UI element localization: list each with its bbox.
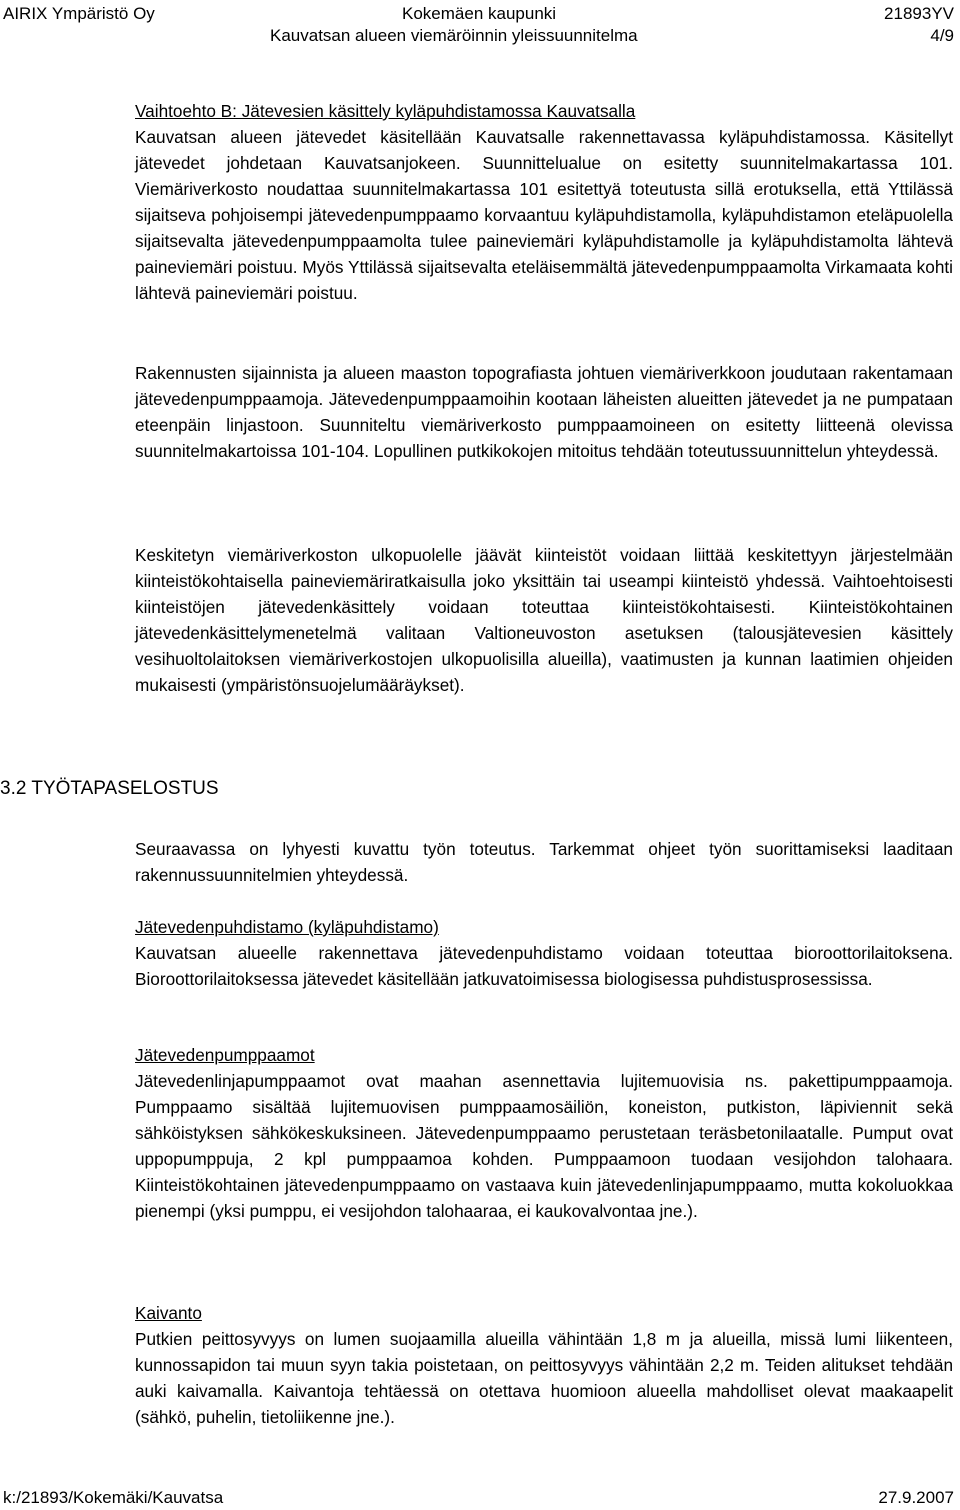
subsection-text: Jätevedenlinjapumppaamot ovat maahan asennettavia lujitemuovisia ns. pakettipumppaamoja. Pumppaamo sisältää lujitemuovisen pumppaamosäiliön, koneiston, putkiston, läpiviennit sekä sähköistyksen sähkökeskuksineen. Jätevedenpumppaamo perustetaan teräsbetonilaatalle. Pumput ovat uppopumppuja, 2 kpl pumppaamoa kohden. Pumppaamoon tuodaan vesijohdon talohaara. Kiinteistökohtainen jätevedenpumppaamo on vastaava kuin jätevedenlinjapumppaamo, mutta kokoluokkaa pienempi (yksi pumppu, ei vesijohdon talohaaraa, ei kaukovalvontaa jne.). [135, 1071, 953, 1221]
paragraph-property-treatment [135, 542, 953, 698]
footer-file-path: k:/21893/Kokemäki/Kauvatsa [3, 1488, 224, 1507]
intro-text: Seuraavassa on lyhyesti kuvattu työn toteutus. Tarkemmat ohjeet työn suorittamiseksi laaditaan rakennussuunnitelmien yhteydessä. [135, 839, 953, 885]
alternative-b-section [135, 98, 953, 306]
subsection-heading: Kaivanto [135, 1303, 202, 1323]
paragraph-pumping-stations [135, 360, 953, 464]
header-document-title: Kauvatsan alueen viemäröinnin yleissuunnitelma [270, 26, 638, 45]
header-project-code: 21893YV [884, 4, 954, 23]
page-footer [0, 1486, 960, 1510]
paragraph-text: Keskitetyn viemäriverkoston ulkopuolelle jäävät kiinteistöt voidaan liittää keskitettyyn järjestelmään kiinteistökohtaisella paineviemäriratkaisulla joko yksittäin tai useampi kiinteistö yhdessä. Vaihtoehtoisesti kiinteistöjen jätevedenkäsittely voidaan toteuttaa kiinteistökohtaisesti. Kiinteistökohtainen jätevedenkäsittelymenetelmä valitaan Valtioneuvoston asetuksen (talousjätevesien käsittely vesihuoltolaitoksen viemäriverkostojen ulkopuolisilla alueilla), vaatimusten ja kunnan laatimien ohjeiden mukaisesti (ympäristönsuojelumääräykset). [135, 545, 953, 695]
section-intro [135, 836, 953, 888]
subsection-heading: Jätevedenpuhdistamo (kyläpuhdistamo) [135, 917, 439, 937]
paragraph-text: Rakennusten sijainnista ja alueen maaston topografiasta johtuen viemäriverkkoon joudutaan rakentamaan jätevedenpumppaamoja. Jätevedenpumppaamoihin kootaan läheisten alueitten jätevedet ja ne pumpataan eteenpäin linjastoon. Suunniteltu viemäriverkosto pumppaamoineen on esitetty liitteenä olevissa suunnitelmakartoissa 101-104. Lopullinen putkikokojen mitoitus tehdään toteutussuunnittelun yhteydessä. [135, 363, 953, 461]
header-client: Kokemäen kaupunki [402, 4, 557, 23]
header-page-number: 4/9 [930, 26, 954, 45]
page-header-line2 [0, 22, 960, 50]
subsection-excavation [135, 1300, 953, 1430]
section-title: 3.2 TYÖTAPASELOSTUS [0, 778, 219, 799]
alternative-b-text: Kauvatsan alueen jätevedet käsitellään Kauvatsalle rakennettavassa kyläpuhdistamossa. Käsitellyt jätevedet johdetaan Kauvatsanjokeen. Suunnittelualue on esitetty suunnitelmakartassa 101. Viemäriverkosto noudattaa suunnitelmakartassa 101 esitettyä toteutusta sillä erotuksella, että Yttilässä sijaitseva pohjoisempi jätevedenpumppaamo korvaantuu kyläpuhdistamolla, kyläpuhdistamon eteläpuolella sijaitsevalta jätevedenpumppaamolta tulee paineviemäri kyläpuhdistamolle ja kyläpuhdistamolta lähtevä paineviemäri poistuu. Myös Yttilässä sijaitsevalta eteläisemmältä jätevedenpumppaamolta Virkamaata kohti lähtevä paineviemäri poistuu. [135, 127, 953, 303]
subsection-text: Kauvatsan alueelle rakennettava jätevedenpuhdistamo voidaan toteuttaa bioroottorilaitoksena. Bioroottorilaitoksessa jätevedet käsitellään jatkuvatoimisessa biologisessa puhdistusprosessissa. [135, 943, 953, 989]
subsection-treatment-plant [135, 914, 953, 992]
alternative-b-title: Vaihtoehto B: Jätevesien käsittely kyläpuhdistamossa Kauvatsalla [135, 101, 636, 121]
subsection-heading: Jätevedenpumppaamot [135, 1045, 315, 1065]
subsection-pumping-stations [135, 1042, 953, 1224]
footer-date: 27.9.2007 [878, 1488, 954, 1507]
subsection-text: Putkien peittosyvyys on lumen suojaamilla alueilla vähintään 1,8 m ja alueilla, missä lumi liikenteen, kunnossapidon tai muun syyn takia poistetaan, on peittosyvyys vähintään 2,2 m. Teiden alitukset tehdään auki kaivamalla. Kaivantoja tehtäessä on otettava huomioon alueella mahdolliset olevat maakaapelit (sähkö, puhelin, tietoliikenne jne.). [135, 1329, 953, 1427]
header-company: AIRIX Ympäristö Oy [3, 4, 155, 23]
